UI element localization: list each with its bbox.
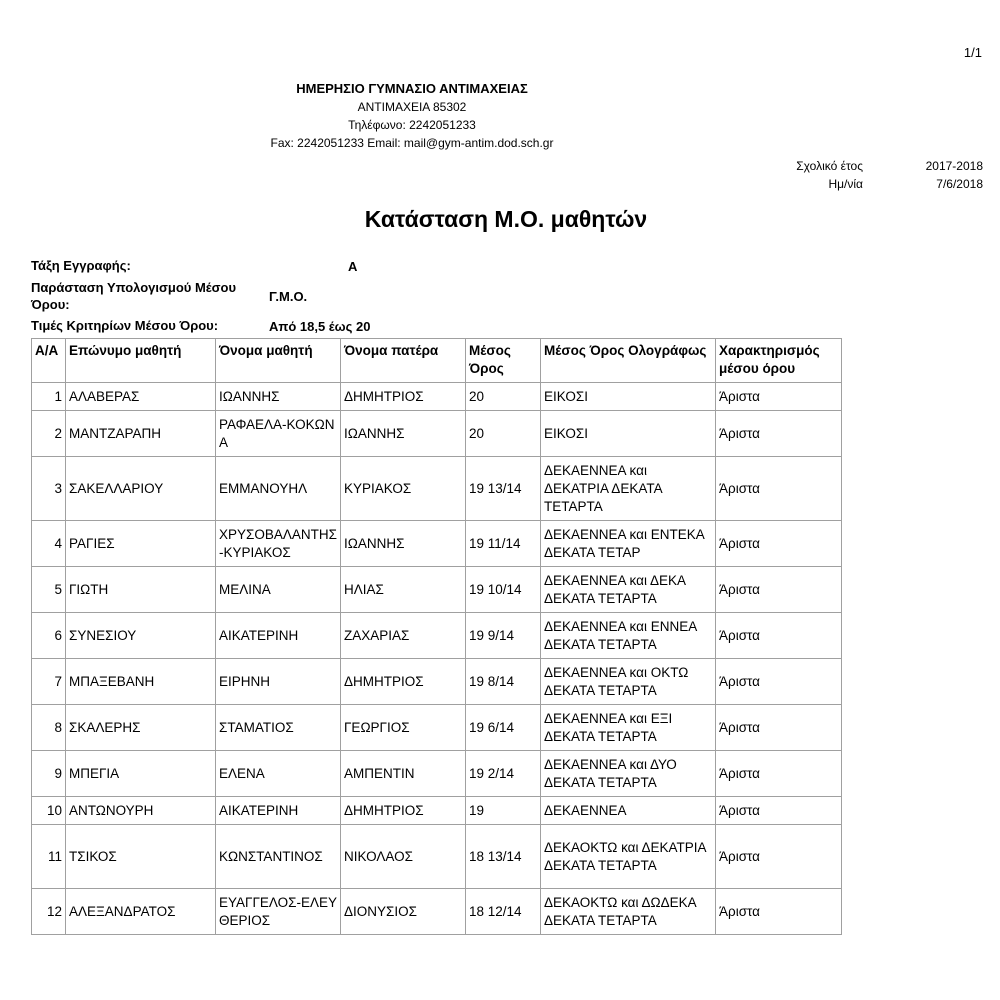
col-header-average: Μέσος Όρος bbox=[466, 339, 541, 383]
cell-surname: ΡΑΓΙΕΣ bbox=[66, 521, 216, 567]
cell-average: 19 13/14 bbox=[466, 457, 541, 521]
cell-aa: 5 bbox=[32, 567, 66, 613]
table-row bbox=[32, 659, 842, 705]
cell-father-name: ΙΩΑΝΝΗΣ bbox=[341, 521, 466, 567]
page-number: 1/1 bbox=[963, 45, 982, 60]
table-row bbox=[32, 567, 842, 613]
meta-values bbox=[880, 157, 983, 193]
cell-first-name: ΕΥΑΓΓΕΛΟΣ-ΕΛΕΥΘΕΡΙΟΣ bbox=[216, 889, 341, 935]
cell-surname: ΑΛΑΒΕΡΑΣ bbox=[66, 383, 216, 411]
col-header-grade-label: Χαρακτηρισμός μέσου όρου bbox=[716, 339, 842, 383]
cell-average-words: ΔΕΚΑΟΚΤΩ και ΔΩΔΕΚΑ ΔΕΚΑΤΑ ΤΕΤΑΡΤΑ bbox=[541, 889, 716, 935]
meta-labels bbox=[760, 157, 863, 193]
table-header-row bbox=[32, 339, 842, 383]
cell-father-name: ΑΜΠΕΝΤΙΝ bbox=[341, 751, 466, 797]
cell-surname: ΤΣΙΚΟΣ bbox=[66, 825, 216, 889]
cell-average-words: ΔΕΚΑΕΝΝΕΑ και ΕΝΝΕΑ ΔΕΚΑΤΑ ΤΕΤΑΡΤΑ bbox=[541, 613, 716, 659]
cell-aa: 2 bbox=[32, 411, 66, 457]
class-value: Α bbox=[348, 259, 358, 274]
table-row bbox=[32, 521, 842, 567]
cell-average: 19 9/14 bbox=[466, 613, 541, 659]
cell-grade-label: Άριστα bbox=[716, 705, 842, 751]
table-row bbox=[32, 411, 842, 457]
cell-average-words: ΔΕΚΑΕΝΝΕΑ και ΕΞΙ ΔΕΚΑΤΑ ΤΕΤΑΡΤΑ bbox=[541, 705, 716, 751]
cell-surname: ΜΠΑΞΕΒΑΝΗ bbox=[66, 659, 216, 705]
cell-average-words: ΔΕΚΑΕΝΝΕΑ και ΔΥΟ ΔΕΚΑΤΑ ΤΕΤΑΡΤΑ bbox=[541, 751, 716, 797]
cell-average-words: ΔΕΚΑΕΝΝΕΑ και ΔΕΚΑΤΡΙΑ ΔΕΚΑΤΑ ΤΕΤΑΡΤΑ bbox=[541, 457, 716, 521]
cell-surname: ΣΥΝΕΣΙΟΥ bbox=[66, 613, 216, 659]
criteria-value: Από 18,5 έως 20 bbox=[269, 319, 371, 334]
cell-average: 18 12/14 bbox=[466, 889, 541, 935]
cell-grade-label: Άριστα bbox=[716, 825, 842, 889]
cell-average-words: ΔΕΚΑΕΝΝΕΑ και ΟΚΤΩ ΔΕΚΑΤΑ ΤΕΤΑΡΤΑ bbox=[541, 659, 716, 705]
school-year-label: Σχολικό έτος bbox=[796, 159, 863, 173]
school-address: ΑΝΤΙΜΑΧΕΙΑ 85302 bbox=[357, 100, 467, 114]
cell-first-name: ΑΙΚΑΤΕΡΙΝΗ bbox=[216, 797, 341, 825]
cell-father-name: ΔΗΜΗΤΡΙΟΣ bbox=[341, 659, 466, 705]
school-phone: Τηλέφωνο: 2242051233 bbox=[348, 118, 476, 132]
cell-surname: ΑΝΤΩΝΟΥΡΗ bbox=[66, 797, 216, 825]
cell-grade-label: Άριστα bbox=[716, 383, 842, 411]
table-row bbox=[32, 457, 842, 521]
cell-grade-label: Άριστα bbox=[716, 567, 842, 613]
cell-first-name: ΣΤΑΜΑΤΙΟΣ bbox=[216, 705, 341, 751]
cell-first-name: ΙΩΑΝΝΗΣ bbox=[216, 383, 341, 411]
cell-father-name: ΔΗΜΗΤΡΙΟΣ bbox=[341, 383, 466, 411]
cell-average: 20 bbox=[466, 411, 541, 457]
school-header bbox=[262, 80, 562, 152]
cell-grade-label: Άριστα bbox=[716, 411, 842, 457]
cell-average: 19 8/14 bbox=[466, 659, 541, 705]
cell-average-words: ΔΕΚΑΕΝΝΕΑ και ΕΝΤΕΚΑ ΔΕΚΑΤΑ ΤΕΤΑΡ bbox=[541, 521, 716, 567]
cell-aa: 9 bbox=[32, 751, 66, 797]
cell-grade-label: Άριστα bbox=[716, 457, 842, 521]
cell-grade-label: Άριστα bbox=[716, 751, 842, 797]
cell-aa: 11 bbox=[32, 825, 66, 889]
cell-father-name: ΙΩΑΝΝΗΣ bbox=[341, 411, 466, 457]
table-row bbox=[32, 825, 842, 889]
cell-aa: 6 bbox=[32, 613, 66, 659]
cell-father-name: ΝΙΚΟΛΑΟΣ bbox=[341, 825, 466, 889]
cell-surname: ΜΑΝΤΖΑΡΑΠΗ bbox=[66, 411, 216, 457]
school-fax-email: Fax: 2242051233 Email: mail@gym-antim.dod.sch.gr bbox=[270, 136, 554, 150]
col-header-average-words: Μέσος Όρος Ολογράφως bbox=[541, 339, 716, 383]
table-row bbox=[32, 889, 842, 935]
cell-first-name: ΡΑΦΑΕΛΑ-ΚΟΚΩΝΑ bbox=[216, 411, 341, 457]
cell-first-name: ΧΡΥΣΟΒΑΛΑΝΤΗΣ-ΚΥΡΙΑΚΟΣ bbox=[216, 521, 341, 567]
cell-average: 18 13/14 bbox=[466, 825, 541, 889]
document-title: Κατάσταση Μ.Ο. μαθητών bbox=[364, 206, 648, 232]
cell-grade-label: Άριστα bbox=[716, 613, 842, 659]
cell-average-words: ΕΙΚΟΣΙ bbox=[541, 383, 716, 411]
col-header-aa: Α/Α bbox=[32, 339, 66, 383]
cell-surname: ΣΑΚΕΛΛΑΡΙΟΥ bbox=[66, 457, 216, 521]
cell-aa: 3 bbox=[32, 457, 66, 521]
table-row bbox=[32, 383, 842, 411]
cell-aa: 12 bbox=[32, 889, 66, 935]
cell-first-name: ΑΙΚΑΤΕΡΙΝΗ bbox=[216, 613, 341, 659]
cell-average: 19 11/14 bbox=[466, 521, 541, 567]
cell-average: 19 2/14 bbox=[466, 751, 541, 797]
date-label: Ημ/νία bbox=[828, 177, 863, 191]
date-value: 7/6/2018 bbox=[936, 177, 983, 191]
cell-average-words: ΔΕΚΑΕΝΝΕΑ bbox=[541, 797, 716, 825]
cell-father-name: ΓΕΩΡΓΙΟΣ bbox=[341, 705, 466, 751]
cell-surname: ΑΛΕΞΑΝΔΡΑΤΟΣ bbox=[66, 889, 216, 935]
cell-grade-label: Άριστα bbox=[716, 521, 842, 567]
cell-surname: ΜΠΕΓΙΑ bbox=[66, 751, 216, 797]
cell-first-name: ΕΙΡΗΝΗ bbox=[216, 659, 341, 705]
cell-average-words: ΕΙΚΟΣΙ bbox=[541, 411, 716, 457]
col-header-surname: Επώνυμο μαθητή bbox=[66, 339, 216, 383]
cell-first-name: ΚΩΝΣΤΑΝΤΙΝΟΣ bbox=[216, 825, 341, 889]
col-header-father-name: Όνομα πατέρα bbox=[341, 339, 466, 383]
cell-first-name: ΕΛΕΝΑ bbox=[216, 751, 341, 797]
class-label: Τάξη Εγγραφής: bbox=[31, 258, 131, 273]
school-name: ΗΜΕΡΗΣΙΟ ΓΥΜΝΑΣΙΟ ΑΝΤΙΜΑΧΕΙΑΣ bbox=[296, 81, 528, 96]
cell-average: 20 bbox=[466, 383, 541, 411]
cell-father-name: ΗΛΙΑΣ bbox=[341, 567, 466, 613]
col-header-first-name: Όνομα μαθητή bbox=[216, 339, 341, 383]
cell-average-words: ΔΕΚΑΟΚΤΩ και ΔΕΚΑΤΡΙΑ ΔΕΚΑΤΑ ΤΕΤΑΡΤΑ bbox=[541, 825, 716, 889]
cell-father-name: ΔΗΜΗΤΡΙΟΣ bbox=[341, 797, 466, 825]
cell-aa: 4 bbox=[32, 521, 66, 567]
cell-first-name: ΜΕΛΙΝΑ bbox=[216, 567, 341, 613]
cell-first-name: ΕΜΜΑΝΟΥΗΛ bbox=[216, 457, 341, 521]
cell-surname: ΓΙΩΤΗ bbox=[66, 567, 216, 613]
cell-average-words: ΔΕΚΑΕΝΝΕΑ και ΔΕΚΑ ΔΕΚΑΤΑ ΤΕΤΑΡΤΑ bbox=[541, 567, 716, 613]
cell-grade-label: Άριστα bbox=[716, 889, 842, 935]
table-row bbox=[32, 705, 842, 751]
cell-father-name: ΚΥΡΙΑΚΟΣ bbox=[341, 457, 466, 521]
cell-grade-label: Άριστα bbox=[716, 797, 842, 825]
cell-aa: 7 bbox=[32, 659, 66, 705]
cell-average: 19 6/14 bbox=[466, 705, 541, 751]
cell-average: 19 10/14 bbox=[466, 567, 541, 613]
cell-aa: 10 bbox=[32, 797, 66, 825]
calc-method-value: Γ.Μ.Ο. bbox=[269, 289, 308, 304]
table-row bbox=[32, 751, 842, 797]
students-table bbox=[31, 338, 842, 935]
criteria-label: Τιμές Κριτηρίων Μέσου Όρου: bbox=[31, 318, 219, 333]
table-row bbox=[32, 797, 842, 825]
cell-father-name: ΔΙΟΝΥΣΙΟΣ bbox=[341, 889, 466, 935]
cell-aa: 1 bbox=[32, 383, 66, 411]
cell-average: 19 bbox=[466, 797, 541, 825]
cell-aa: 8 bbox=[32, 705, 66, 751]
calc-method-label: Παράσταση Υπολογισμού Μέσου Όρου: bbox=[31, 280, 237, 312]
cell-grade-label: Άριστα bbox=[716, 659, 842, 705]
cell-father-name: ΖΑΧΑΡΙΑΣ bbox=[341, 613, 466, 659]
school-year-value: 2017-2018 bbox=[925, 159, 983, 173]
table-row bbox=[32, 613, 842, 659]
cell-surname: ΣΚΑΛΕΡΗΣ bbox=[66, 705, 216, 751]
